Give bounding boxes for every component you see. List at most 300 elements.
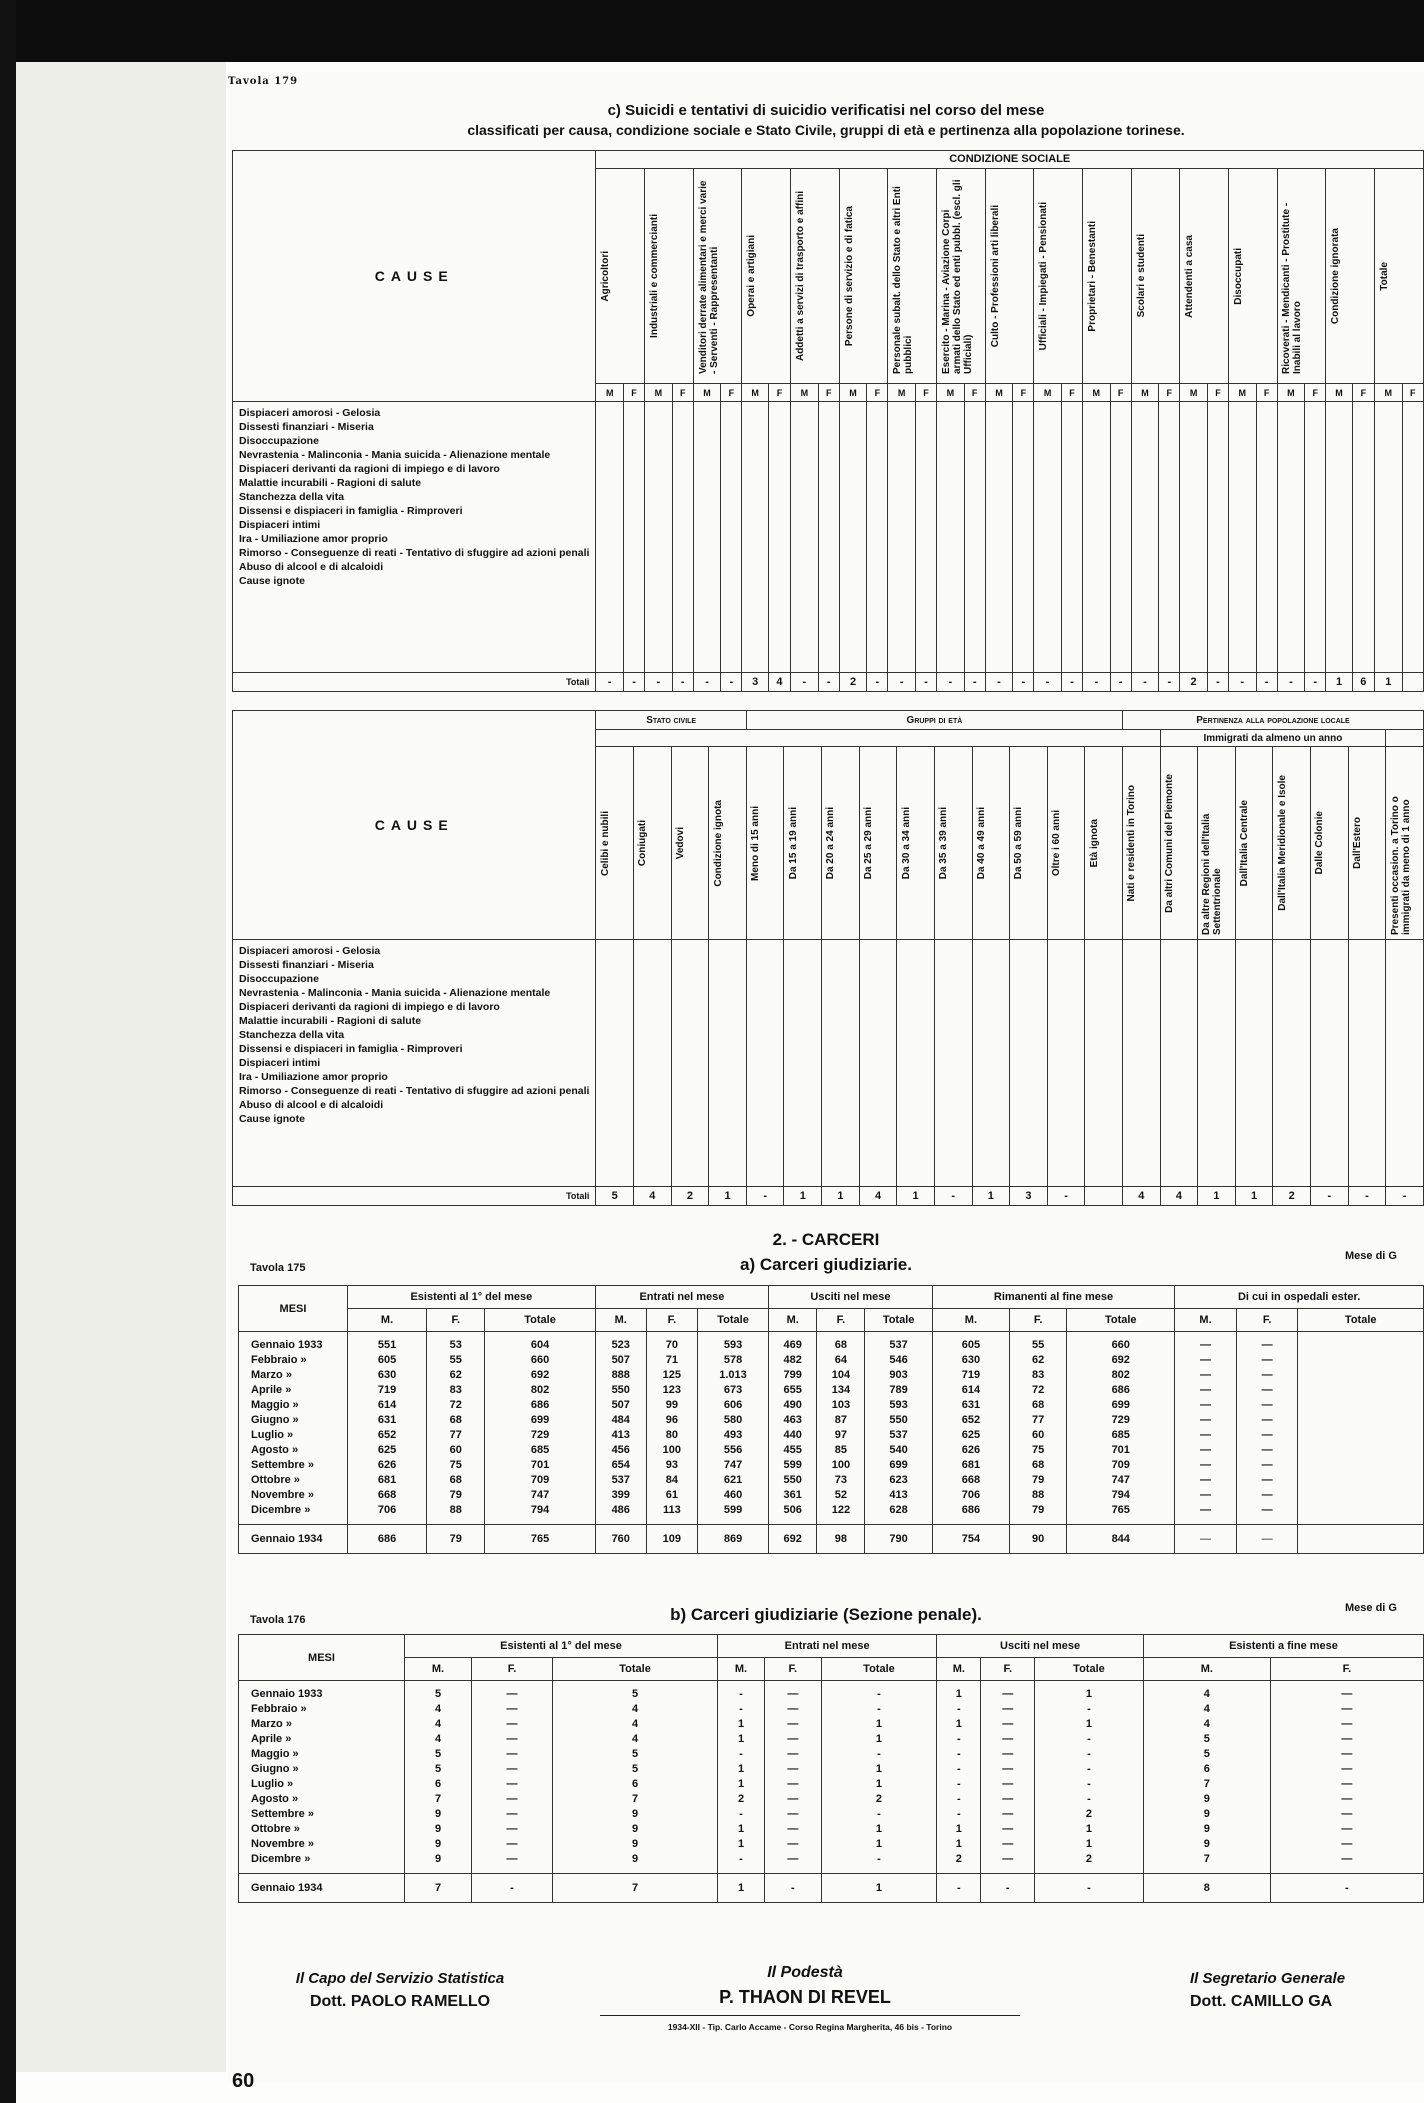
sex-subheader: F	[1256, 384, 1277, 402]
cause-item: Dispiaceri amorosi - Gelosia	[239, 407, 381, 419]
social-col-label: Operai e artigiani	[746, 235, 758, 317]
subheader-totale: Totale	[865, 1309, 932, 1332]
female-column	[1270, 1681, 1423, 1874]
dash-cell: —	[1200, 1429, 1212, 1441]
final-cell: -	[764, 1874, 821, 1903]
cell: 62	[449, 1369, 462, 1381]
civil-col-label: Meno di 15 anni	[750, 805, 762, 881]
dash-cell: —	[1341, 1823, 1353, 1835]
social-col-header	[645, 168, 694, 383]
dash-cell: —	[1200, 1444, 1212, 1456]
total-cell: 1	[1374, 673, 1402, 692]
cell: 578	[723, 1354, 743, 1366]
cause-item-2: Cause ignote	[239, 1113, 305, 1125]
data-column	[1083, 402, 1111, 673]
group-esistenti-176: Esistenti al 1° del mese	[405, 1635, 718, 1658]
month-label: Ottobre »	[251, 1474, 300, 1486]
subheader-f: F.	[1010, 1309, 1067, 1332]
ospedali-column	[1298, 1332, 1424, 1525]
dash-cell: —	[1341, 1853, 1353, 1865]
data-column	[937, 402, 965, 673]
cell: 490	[783, 1399, 802, 1411]
cell: 5	[631, 1688, 639, 1700]
column-esistenti_f	[427, 1332, 485, 1525]
data-column	[624, 402, 645, 673]
cell: 789	[889, 1384, 908, 1396]
dash-cell: —	[1261, 1384, 1273, 1396]
social-condition-header: CONDIZIONE SOCIALE	[596, 151, 1424, 169]
cause-item: Dissesti finanziari - Miseria	[239, 421, 374, 433]
data-column	[1110, 402, 1131, 673]
total-cell: -	[1131, 673, 1159, 692]
cell: 537	[889, 1339, 908, 1351]
civil-col-label: Da 40 a 49 anni	[975, 807, 987, 880]
cell: 6	[1203, 1763, 1210, 1775]
dash-cell: —	[1261, 1444, 1273, 1456]
cell: 6	[631, 1778, 639, 1790]
cell: -	[1087, 1748, 1091, 1760]
cell: 1	[737, 1718, 745, 1730]
cell: 623	[889, 1474, 908, 1486]
cell: 4	[434, 1733, 442, 1745]
cell: 614	[961, 1384, 981, 1396]
cell: 1	[737, 1733, 745, 1745]
social-col-header	[1277, 168, 1326, 383]
cell: 399	[611, 1489, 630, 1501]
cell: -	[957, 1808, 961, 1820]
printer-rule	[600, 2015, 1020, 2016]
cell: 1	[955, 1823, 962, 1835]
final-cell: -	[1270, 1874, 1423, 1903]
cell: 605	[377, 1354, 397, 1366]
cause-item-2: Ira - Umiliazione amor proprio	[239, 1071, 388, 1083]
cell: 97	[834, 1429, 848, 1441]
civil-col-label: Dall'Estero	[1351, 817, 1363, 870]
cell: -	[1087, 1733, 1091, 1745]
signature-left-name: Dott. PAOLO RAMELLO	[309, 1993, 491, 2010]
cell: 604	[530, 1339, 550, 1351]
total-cell-2: 5	[596, 1187, 634, 1206]
dash-cell: —	[1200, 1504, 1212, 1516]
civil-col-header	[1010, 747, 1048, 940]
cell: 5	[434, 1763, 442, 1775]
cell: 73	[834, 1474, 848, 1486]
cell: 7	[1203, 1778, 1210, 1790]
cell: 493	[723, 1429, 743, 1441]
total-cell-2: 1	[972, 1187, 1010, 1206]
cause-item: Disoccupazione	[239, 435, 319, 447]
cell: 556	[723, 1444, 743, 1456]
dash-cell: —	[1341, 1838, 1353, 1850]
civil-col-header	[1122, 747, 1160, 940]
cause-item-2: Rimorso - Conseguenze di reati - Tentativo di sfuggire ad azioni penali	[239, 1085, 590, 1097]
total-cell: -	[1207, 673, 1228, 692]
column-esistenti_m	[405, 1681, 472, 1874]
total-cell: -	[1061, 673, 1082, 692]
social-col-header	[1180, 168, 1229, 383]
cell: -	[877, 1703, 881, 1715]
civil-col-header	[634, 747, 672, 940]
group-rimanenti: Rimanenti al fine mese	[932, 1286, 1175, 1309]
cell: 2	[955, 1853, 962, 1865]
dash-cell: —	[1341, 1748, 1353, 1760]
dash-cell: —	[1002, 1763, 1014, 1775]
subheader-m: M.	[405, 1658, 472, 1681]
dash-cell: —	[506, 1838, 518, 1850]
column-rimanenti_t	[1067, 1332, 1175, 1525]
social-col-header	[596, 168, 645, 383]
social-col-label: Condizione ignorata	[1330, 227, 1342, 325]
cause-item: Dispiaceri intimi	[239, 519, 321, 531]
group-pertinenza: Pertinenza alla popolazione locale	[1122, 711, 1423, 730]
dash-cell: —	[787, 1733, 799, 1745]
total-cell-2: -	[1348, 1187, 1386, 1206]
data-column	[1013, 402, 1034, 673]
cell: 1	[737, 1823, 745, 1835]
civil-col-header	[784, 747, 822, 940]
cell: 660	[530, 1354, 550, 1366]
civil-col-header	[1273, 747, 1311, 940]
civil-col-label: Oltre i 60 anni	[1051, 810, 1063, 877]
social-col-label: Proprietari - Benestanti	[1086, 220, 1098, 332]
month-label: Dicembre »	[251, 1853, 311, 1865]
month-label: Luglio »	[251, 1429, 294, 1441]
social-col-label: Industriali e commercianti	[648, 214, 660, 338]
cause-item: Nevrastenia - Malinconia - Mania suicida - Alienazione mentale	[239, 449, 551, 461]
dash-cell: —	[506, 1718, 518, 1730]
cell: -	[957, 1763, 961, 1775]
cell: -	[1087, 1763, 1091, 1775]
cause-header-2: CAUSE	[374, 817, 454, 833]
final-month: Gennaio 1934	[239, 1525, 348, 1554]
cell: 75	[1032, 1444, 1045, 1456]
social-col-label: Venditori derrate alimentari e merci varie - Serventi - Rappresentanti	[697, 180, 720, 374]
cell: 625	[377, 1444, 397, 1456]
group-entrati: Entrati nel mese	[595, 1286, 768, 1309]
cell: 668	[377, 1489, 397, 1501]
total-cell	[1402, 673, 1423, 692]
civil-col-header	[1348, 747, 1386, 940]
section-c-title-line2: classificati per causa, condizione sociale e Stato Civile, gruppi di età e pertinenza alla popolazione torinese.	[467, 122, 1185, 138]
cell: 765	[1111, 1504, 1130, 1516]
cell: 62	[1032, 1354, 1045, 1366]
cell: 1	[875, 1718, 883, 1730]
cause-header-cell	[233, 151, 596, 402]
cell: 9	[434, 1838, 442, 1850]
final-cell: -	[472, 1874, 553, 1903]
cell: 681	[377, 1474, 397, 1486]
dash-cell: —	[787, 1793, 799, 1805]
cell: 706	[377, 1504, 397, 1516]
social-col-header	[1326, 168, 1375, 383]
total-cell: -	[1159, 673, 1180, 692]
dash-cell: —	[506, 1808, 518, 1820]
tavola-176: Tavola 176	[250, 1614, 306, 1626]
cell: 794	[1111, 1489, 1130, 1501]
cell: 593	[723, 1339, 743, 1351]
cell: 4	[1203, 1718, 1210, 1730]
cell: 699	[889, 1459, 908, 1471]
sex-subheader: M	[742, 384, 768, 402]
group-ospedali: Di cui in ospedali ester.	[1175, 1286, 1424, 1309]
social-col-header	[1228, 168, 1277, 383]
cell: -	[877, 1808, 881, 1820]
total-cell: -	[1083, 673, 1111, 692]
cell: 123	[662, 1384, 682, 1396]
sex-subheader: M	[1034, 384, 1062, 402]
dash-cell: —	[787, 1718, 799, 1730]
social-col-label: Attendenti a casa	[1184, 234, 1196, 318]
civil-col-header	[671, 747, 709, 940]
dash-cell: —	[1341, 1688, 1353, 1700]
subheader-f: F.	[817, 1309, 865, 1332]
social-col-header	[937, 168, 986, 383]
cell: 55	[449, 1354, 462, 1366]
subheader-blank	[596, 730, 1160, 747]
total-cell-2: -	[1047, 1187, 1085, 1206]
data-column-2	[1348, 940, 1386, 1187]
group-entrati-176: Entrati nel mese	[718, 1635, 937, 1658]
data-column	[1131, 402, 1159, 673]
dash-cell: —	[1002, 1793, 1014, 1805]
cell: 631	[961, 1399, 981, 1411]
social-col-label: Culto - Professioni arti liberali	[989, 204, 1001, 348]
cell: -	[1087, 1793, 1091, 1805]
cell: 484	[611, 1414, 630, 1426]
social-col-header	[839, 168, 888, 383]
cell: -	[957, 1733, 961, 1745]
cell: 100	[662, 1444, 682, 1456]
dash-cell: —	[1261, 1354, 1273, 1366]
final-cell: —	[1236, 1525, 1298, 1554]
cause-item: Rimorso - Conseguenze di reati - Tentativo di sfuggire ad azioni penali	[239, 547, 590, 559]
subheader-f: F.	[472, 1658, 553, 1681]
total-cell: -	[888, 673, 916, 692]
total-cell: 3	[742, 673, 768, 692]
cell: 701	[530, 1459, 550, 1471]
dash-cell: —	[787, 1703, 799, 1715]
data-column	[915, 402, 936, 673]
table-176-right-note: Mese di G	[1345, 1602, 1397, 1614]
data-column-2	[1160, 940, 1198, 1187]
civil-col-header	[709, 747, 747, 940]
subheader-f: F.	[764, 1658, 821, 1681]
data-column	[1352, 402, 1374, 673]
dash-cell: —	[1341, 1763, 1353, 1775]
cell: 64	[834, 1354, 848, 1366]
cause-item-2: Dispiaceri intimi	[239, 1057, 321, 1069]
cell: 99	[665, 1399, 678, 1411]
cell: 413	[611, 1429, 630, 1441]
cell: 77	[1032, 1414, 1045, 1426]
sex-subheader: M	[596, 384, 624, 402]
subheader-m: M.	[937, 1658, 981, 1681]
table-175-right-note: Mese di G	[1345, 1250, 1397, 1262]
cell: 5	[631, 1763, 639, 1775]
cell: 361	[783, 1489, 802, 1501]
total-cell: 2	[839, 673, 867, 692]
cell: 719	[961, 1369, 981, 1381]
cell: 85	[834, 1444, 848, 1456]
cell: 5	[434, 1688, 442, 1700]
cell: 706	[961, 1489, 981, 1501]
column-rimanenti_m	[932, 1332, 1009, 1525]
signature-left-title: Il Capo del Servizio Statistica	[295, 1970, 505, 1987]
cell: 686	[530, 1399, 550, 1411]
sex-subheader: M	[1277, 384, 1305, 402]
data-column	[1277, 402, 1305, 673]
cell: 9	[1203, 1823, 1210, 1835]
final-cell: 765	[485, 1525, 595, 1554]
subheader-m: M.	[1143, 1658, 1270, 1681]
column-entrati_m	[718, 1681, 765, 1874]
cell: 699	[530, 1414, 550, 1426]
cell: 1	[737, 1763, 745, 1775]
suicide-civil-table	[232, 710, 1424, 1206]
subheader-m: M.	[348, 1309, 427, 1332]
dash-cell: —	[787, 1778, 799, 1790]
ospedali-column	[1175, 1332, 1237, 1525]
cell: 9	[631, 1838, 639, 1850]
cell: 599	[783, 1459, 802, 1471]
cell: 625	[961, 1429, 981, 1441]
civil-col-header	[1198, 747, 1236, 940]
cause-item-2: Nevrastenia - Malinconia - Mania suicida - Alienazione mentale	[239, 987, 551, 999]
cause-item: Cause ignote	[239, 575, 305, 587]
dash-cell: —	[1341, 1703, 1353, 1715]
month-label: Giugno »	[251, 1763, 299, 1775]
final-cell: 79	[427, 1525, 485, 1554]
total-cell-2: 1	[897, 1187, 935, 1206]
total-cell-2: 1	[1198, 1187, 1236, 1206]
cell: -	[877, 1688, 881, 1700]
social-col-label: Ufficiali - Impiegati - Pensionati	[1038, 201, 1050, 351]
civil-col-label: Nati e residenti in Torino	[1126, 784, 1138, 902]
month-label: Agosto »	[251, 1444, 299, 1456]
total-cell: -	[624, 673, 645, 692]
civil-col-header	[822, 747, 860, 940]
social-col-label: Personale subalt. dello Stato e altri Enti pubblici	[892, 186, 915, 374]
cell: 630	[377, 1369, 397, 1381]
cell: 5	[434, 1748, 442, 1760]
cell: 1	[1085, 1838, 1093, 1850]
cell: 53	[449, 1339, 462, 1351]
cell: 1	[737, 1838, 745, 1850]
column-rimanenti_f	[1010, 1332, 1067, 1525]
cell: 626	[961, 1444, 981, 1456]
table-175-title: a) Carceri giudiziarie.	[740, 1255, 912, 1274]
civil-col-header	[859, 747, 897, 940]
scan-left-border	[0, 0, 16, 2103]
cell: 802	[1111, 1369, 1130, 1381]
social-col-header	[791, 168, 840, 383]
dash-cell: —	[1261, 1399, 1273, 1411]
cell: 68	[834, 1339, 848, 1351]
total-cell: -	[672, 673, 693, 692]
social-col-label: Disoccupati	[1232, 247, 1244, 305]
total-cell: -	[985, 673, 1013, 692]
social-col-header	[1131, 168, 1180, 383]
cell: 455	[783, 1444, 802, 1456]
female-column	[981, 1681, 1034, 1874]
data-column	[888, 402, 916, 673]
civil-col-label: Dall'Italia Centrale	[1239, 799, 1251, 887]
sex-subheader: F	[867, 384, 888, 402]
sex-subheader: F	[915, 384, 936, 402]
social-col-label: Esercito - Marina - Aviazione Corpi armati dello Stato ed enti pubbl. (escl. gli Ufficiali)	[940, 179, 974, 374]
sex-subheader: M	[791, 384, 819, 402]
cell: 1	[875, 1823, 883, 1835]
data-column-2	[1273, 940, 1311, 1187]
month-label: Febbraio »	[251, 1354, 307, 1366]
cell: 699	[1111, 1399, 1130, 1411]
cell: 654	[611, 1459, 630, 1471]
social-col-label: Scolari e studenti	[1135, 234, 1147, 318]
cell: 692	[530, 1369, 550, 1381]
cell: 550	[611, 1384, 630, 1396]
cell: 75	[449, 1459, 462, 1471]
dash-cell: —	[787, 1823, 799, 1835]
final-cell: 790	[865, 1525, 932, 1554]
cause-item: Ira - Umiliazione amor proprio	[239, 533, 388, 545]
cell: 546	[889, 1354, 908, 1366]
total-cell-2	[1085, 1187, 1123, 1206]
sex-subheader: F	[768, 384, 790, 402]
civil-col-label: Dall'Italia Meridionale e Isole	[1276, 775, 1288, 912]
cause-item-2: Disoccupazione	[239, 973, 319, 985]
cell: 652	[377, 1429, 397, 1441]
dash-cell: —	[506, 1823, 518, 1835]
cell: 9	[631, 1823, 639, 1835]
cell: 7	[1203, 1853, 1210, 1865]
data-column	[645, 402, 673, 673]
cell: -	[1087, 1703, 1091, 1715]
cell: 1	[955, 1688, 962, 1700]
month-label: Agosto »	[251, 1793, 299, 1805]
cell: 1	[955, 1718, 962, 1730]
cell: -	[739, 1748, 743, 1760]
civil-col-header	[897, 747, 935, 940]
cell: 4	[434, 1718, 442, 1730]
sex-subheader: F	[1061, 384, 1082, 402]
final-cell: 8	[1143, 1874, 1270, 1903]
cell: 463	[783, 1414, 802, 1426]
cause-item-2: Stanchezza della vita	[239, 1029, 345, 1041]
month-label: Ottobre »	[251, 1823, 300, 1835]
cell: 87	[834, 1414, 848, 1426]
printer-line: 1934-XII - Tip. Carlo Accame - Corso Regina Margherita, 46 bis - Torino	[667, 2022, 953, 2032]
civil-col-label: Da 25 a 29 anni	[863, 807, 874, 880]
total-cell: 4	[768, 673, 790, 692]
total-cell: -	[1256, 673, 1277, 692]
civil-col-header	[1311, 747, 1349, 940]
civil-col-header	[746, 747, 784, 940]
cell: 4	[1203, 1703, 1210, 1715]
civil-col-label: Vedovi	[674, 827, 686, 860]
cell: 888	[611, 1369, 630, 1381]
month-label: Gennaio 1933	[251, 1688, 323, 1700]
total-cell-2: 2	[671, 1187, 709, 1206]
cell: -	[739, 1703, 743, 1715]
data-column	[1159, 402, 1180, 673]
final-cell: 98	[817, 1525, 865, 1554]
data-column-2	[1047, 940, 1085, 1187]
cell: 61	[665, 1489, 678, 1501]
total-cell: -	[937, 673, 965, 692]
civil-col-label: Da 50 a 59 anni	[1013, 807, 1025, 880]
total-cell: -	[693, 673, 721, 692]
column-esistenti_t	[553, 1681, 718, 1874]
